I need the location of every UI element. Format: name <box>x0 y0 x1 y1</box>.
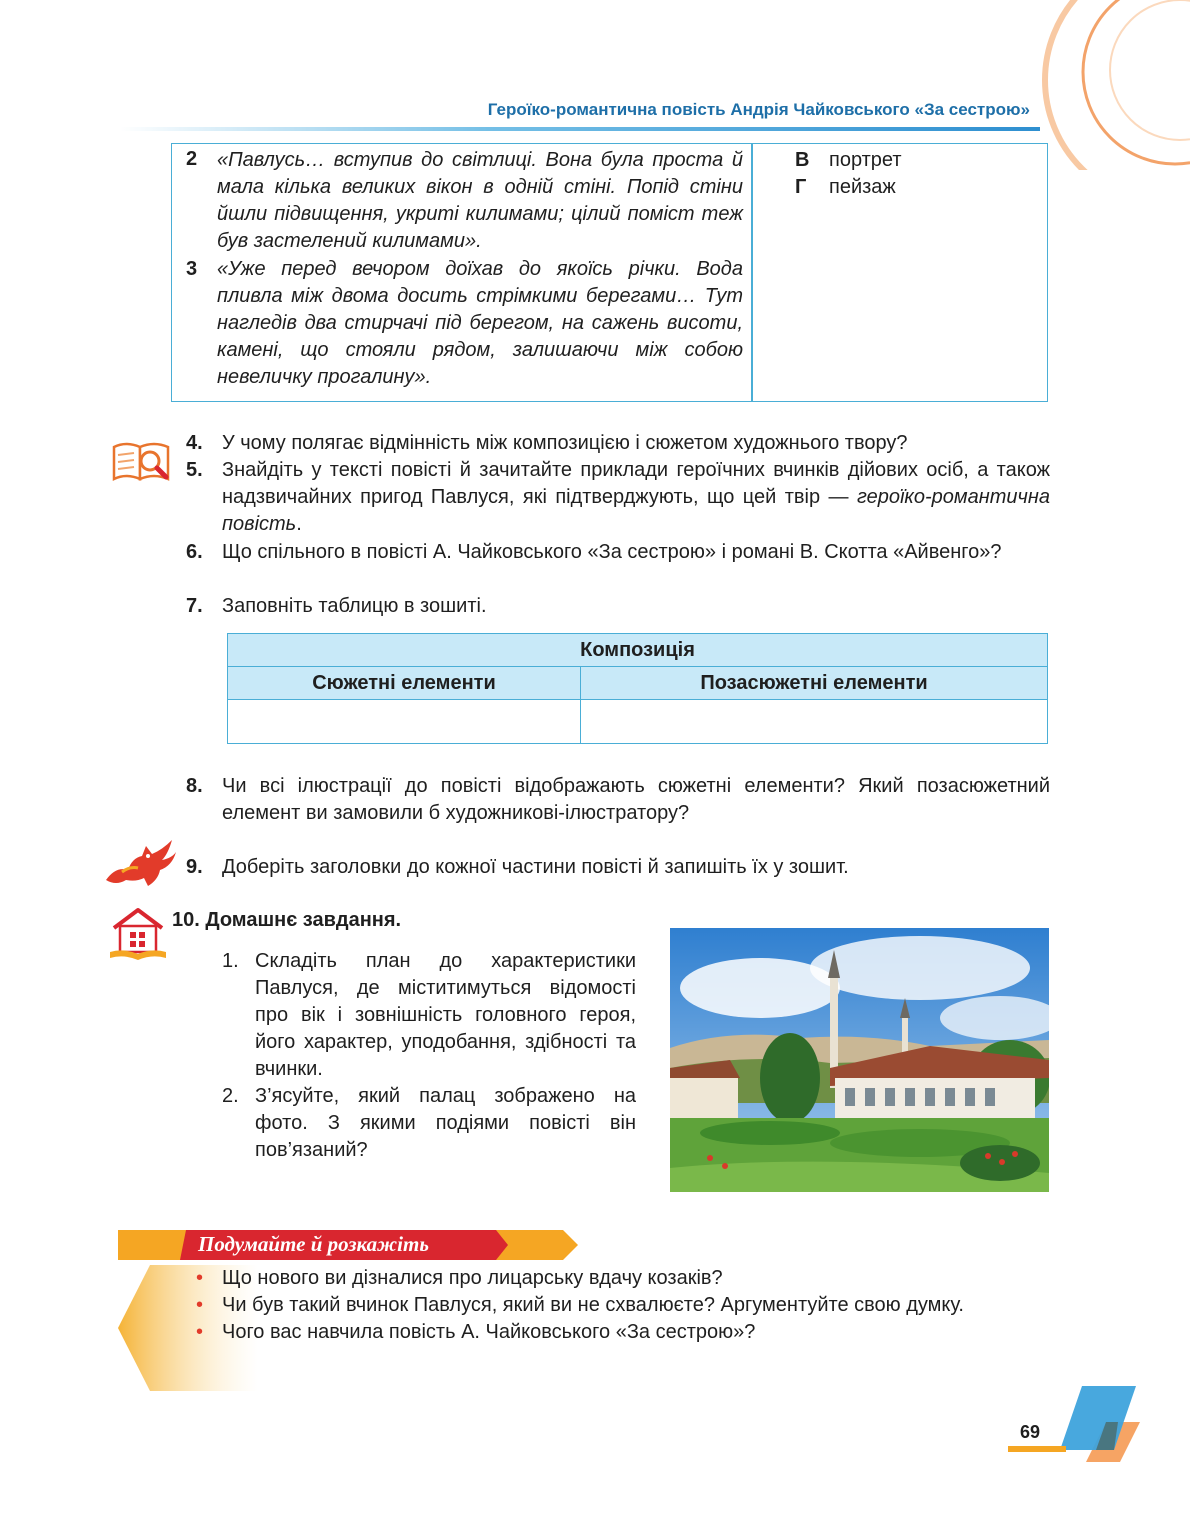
match-option <box>795 147 902 174</box>
homework-list <box>222 948 636 1164</box>
task-number: 9. <box>186 856 203 878</box>
homework-item <box>222 1083 636 1164</box>
homework-item-number: 1. <box>222 950 239 972</box>
match-option-text: портрет <box>829 149 902 171</box>
composition-table-col-plot: Сюжетні елементи <box>228 667 581 700</box>
reading-book-magnifier-icon <box>110 437 172 485</box>
task-number: 8. <box>186 775 203 797</box>
corner-parallelogram-decoration <box>1008 1386 1148 1462</box>
match-item-quote: «Павлусь… вступив до світлиці. Вона була проста й мала кілька великих вікон в одній стіні. Попід стіни йшли підвищення, укриті килимами; цілий поміст теж був застелений килимами». <box>217 149 743 252</box>
task-number: 5. <box>186 459 203 481</box>
task-9 <box>186 854 1050 881</box>
palace-photo <box>670 928 1049 1192</box>
task-text: Знайдіть у тексті повісті й зачитайте приклади героїчних вчинків дійових осіб, а також надзвичайних пригод Павлуся, які підтверджують, що цей твір — героїко-романтична повість. <box>222 459 1050 535</box>
match-item-number: 2 <box>186 148 198 170</box>
composition-table-col-extra-plot: Позасюжетні елементи <box>581 667 1048 700</box>
match-option-letter: В <box>795 149 810 171</box>
think-bullet: • Чи був такий вчинок Павлуся, який ви не схвалюєте? Аргументуйте свою думку. <box>196 1292 1049 1319</box>
bullet-dot-icon: • <box>196 1267 204 1289</box>
homework-title: 10. Домашнє завдання. <box>172 909 402 931</box>
task-number: 7. <box>186 595 203 617</box>
bullet-dot-icon: • <box>196 1321 204 1343</box>
task-7 <box>186 593 1050 620</box>
match-option <box>795 174 896 201</box>
composition-table-cell <box>581 700 1048 744</box>
think-bullet: • Що нового ви дізналися про лицарську вдачу козаків? <box>196 1265 1049 1292</box>
page-number: 69 <box>1020 1422 1041 1442</box>
running-head: Героїко-романтична повість Андрія Чайковського «За сестрою» <box>487 100 1030 119</box>
task-number: 4. <box>186 432 203 454</box>
task-8 <box>186 773 1050 827</box>
think-bullet: • Чого вас навчила повість А. Чайковського «За сестрою»? <box>196 1319 1049 1346</box>
task-text: Що спільного в повісті А. Чайковського «За сестрою» і романі В. Скотта «Айвенго»? <box>222 541 1002 563</box>
task-number: 6. <box>186 541 203 563</box>
matching-table-divider <box>751 143 753 402</box>
match-item-number: 3 <box>186 258 198 280</box>
home-book-icon <box>108 906 168 962</box>
think-bullets <box>196 1265 1049 1346</box>
task-6 <box>186 539 1050 566</box>
composition-table-cell <box>228 700 581 744</box>
homework-item-number: 2. <box>222 1085 239 1107</box>
think-title: Подумайте й розкажіть <box>198 1232 429 1256</box>
task-text: Чи всі ілюстрації до повісті відображають сюжетні елементи? Який позасюжетний елемент ви замовили б художникові-ілюстратору? <box>222 775 1050 824</box>
match-option-letter: Г <box>795 176 807 198</box>
homework-item-text: З’ясуйте, який палац зображено на фото. З якими подіями повісті він пов’язаний? <box>255 1085 636 1161</box>
match-item-quote: «Уже перед вечором доїхав до якоїсь річки. Вода пливла між двома досить стрімкими берегами… Тут нагледів два стирчачі під берегом, на сажень висоти, камені, що стояли рядом, залишаючи між собою невеличку прогалину». <box>217 258 743 388</box>
homework-item <box>222 948 636 1083</box>
composition-table-title: Композиція <box>228 634 1048 667</box>
task-text: Заповніть таблицю в зошиті. <box>222 595 487 617</box>
task-text: Доберіть заголовки до кожної частини повісті й запишіть їх у зошит. <box>222 856 849 878</box>
bullet-dot-icon: • <box>196 1294 204 1316</box>
task-5 <box>186 457 1050 538</box>
task-4 <box>186 430 1050 457</box>
pegasus-icon <box>102 836 178 892</box>
header-rule <box>120 127 1040 131</box>
homework-item-text: Складіть план до характеристики Павлуся, де міститимуться відомості про вік і зовнішність головного героя, його характер, уподобання, здібності та вчинки. <box>255 950 636 1080</box>
match-option-text: пейзаж <box>829 176 896 198</box>
task-text-italic: героїко-романтична повість <box>222 486 1050 535</box>
task-text: У чому полягає відмінність між композицією і сюжетом художнього твору? <box>222 432 908 454</box>
composition-table <box>227 633 1048 744</box>
